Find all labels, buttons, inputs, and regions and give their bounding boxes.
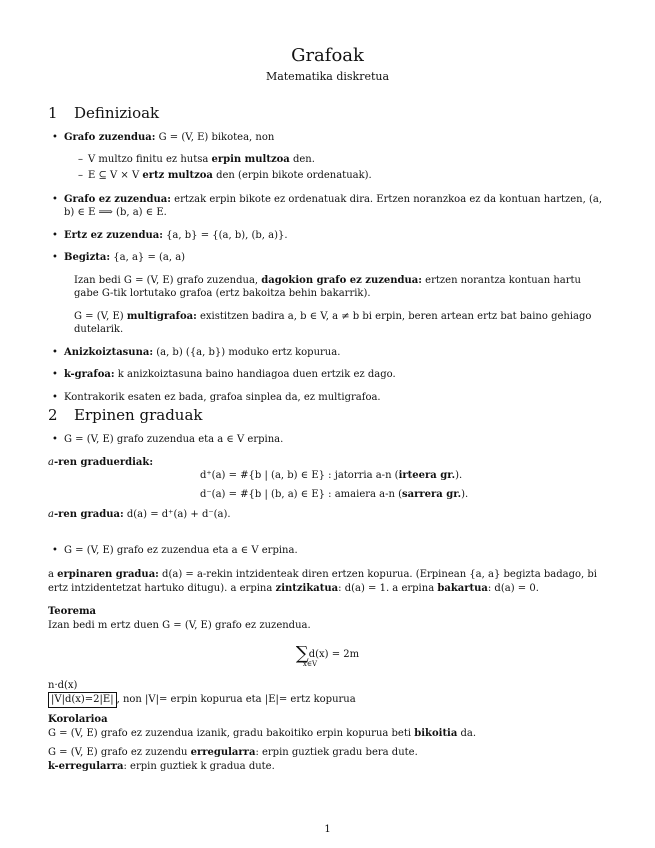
equation-text: ). <box>455 470 463 481</box>
subbullet-erpin-multzoa <box>48 153 608 167</box>
paragraph-text: : d(a) = 1. a erpina <box>338 582 438 594</box>
theorem-label: Teorema <box>48 606 97 617</box>
boxed-formula: |V|d(x)=2|E| <box>48 692 117 708</box>
bullet-text: k anizkoiztasuna baino handiagoa duen ertzik ez dago. <box>114 369 396 380</box>
bullet-label: Anizkoiztasuna: <box>64 346 154 358</box>
corollary-label: Korolarioa <box>48 714 108 725</box>
bullet-label: Grafo zuzendua: <box>64 132 156 143</box>
equation-text: ). <box>461 489 469 500</box>
k-regular-post: : erpin guztiek k gradua dute. <box>123 760 275 772</box>
bullet-anizkoiztasuna <box>48 346 608 360</box>
heading-var: a <box>48 457 54 468</box>
nd-note <box>48 679 608 693</box>
subbullet-ertz-multzoa <box>48 169 608 183</box>
bullet-text: (a, b) ({a, b}) moduko ertz kopurua. <box>153 346 341 358</box>
bullet-text: ertzak erpin bikote ez ordenatuak dira. Ertzen noranzkoa ez da kontuan hartzen, (a, b) ∈ E ⟹ (b, a) ∈ E. <box>64 193 603 218</box>
paragraph-text: Izan bedi G = (V, E) grafo zuzendua, <box>74 274 262 286</box>
corollary-pre: G = (V, E) grafo ez zuzendua izanik, gradu bakoitiko erpin kopurua beti <box>48 727 415 739</box>
equation-bold: irteera gr. <box>398 470 456 481</box>
page-title: Grafoak <box>291 45 364 66</box>
paragraph-bold: bakartua <box>437 582 488 594</box>
section-2-number: 2 <box>48 406 58 424</box>
paragraph-bold: zintzikatua <box>275 582 339 594</box>
section-2-body-a <box>48 433 608 447</box>
corollary-post: da. <box>457 727 477 739</box>
bullet-label: Ertz ez zuzendua: <box>64 229 163 241</box>
paragraph-text: d(a) = a-rekin intzidenteak diren ertzen kopurua. (Erpinean {a, a} begizta badago, bi ertz intzidentetzat hartuko ditugu). a erpina <box>48 569 597 594</box>
page-number: 1 <box>324 824 331 835</box>
bullet-text: Kontrakorik esaten ez bada, grafoa sinplea da, ez multigrafoa. <box>64 391 381 403</box>
bullet-label: Grafo ez zuzendua: <box>64 193 171 205</box>
bullet-label: k-grafoa: <box>64 369 115 380</box>
bullet-grafo-ez-zuzendua <box>48 193 608 220</box>
bullet-ertz-ez-zuzendua <box>48 229 608 243</box>
heading-var: a <box>48 509 54 520</box>
bullet-kontrakorik <box>48 391 608 405</box>
corollary-block <box>48 713 608 740</box>
sum-equation <box>0 640 655 668</box>
subbullet-bold: ertz multzoa <box>142 170 213 181</box>
section-2-body-b <box>48 544 608 558</box>
sum-subscript: x∈V <box>302 660 318 668</box>
bullet-text: G = (V, E) grafo zuzendua eta a ∈ V erpina. <box>64 434 284 445</box>
section-2-heading <box>48 405 203 425</box>
section-1-title: Definizioak <box>74 104 160 122</box>
paragraph-text: a <box>48 569 58 580</box>
page-subtitle: Matematika diskretua <box>265 70 390 83</box>
graduerdiak-heading <box>48 456 608 470</box>
sum-symbol: ∑ <box>295 643 309 664</box>
bullet-grafo-ez-zuzendua-erpina <box>48 544 608 558</box>
bullet-begizta <box>48 251 608 265</box>
heading-bold: -ren graduerdiak: <box>53 457 154 468</box>
corollary-text <box>48 727 608 741</box>
regular-line <box>48 746 608 760</box>
paragraph-multigrafoa <box>48 310 608 337</box>
theorem-text: Izan bedi m ertz duen G = (V, E) grafo ez zuzendua. <box>48 619 311 631</box>
paragraph-dagokion-grafoa <box>48 274 608 301</box>
equation-text: d⁻(a) = #{b | (b, a) ∈ E} : amaiera a-n ( <box>200 489 403 500</box>
subbullet-text: V multzo finitu ez hutsa <box>88 153 212 165</box>
bullet-label: Begizta: <box>64 252 111 263</box>
paragraph-text: ertzen norantza kontuan hartu gabe G-tik lortutako grafoa (ertz bakoitza behin bakarrik). <box>74 274 581 299</box>
regular-bold: erregularra <box>190 747 256 758</box>
equation-out-degree <box>200 469 500 483</box>
subbullet-bold: erpin multzoa <box>211 153 290 165</box>
bullet-grafo-zuzendua <box>48 131 608 145</box>
section-1-heading <box>48 103 159 123</box>
subbullet-text: den. <box>289 153 315 165</box>
equation-bold: sarrera gr. <box>402 489 462 500</box>
bullet-text: {a, a} = (a, a) <box>110 252 186 263</box>
bullet-text: G = (V, E) bikotea, non <box>155 132 275 143</box>
heading-bold: -ren gradua: <box>53 509 124 520</box>
section-1-body <box>48 131 608 404</box>
paragraph-text: existitzen badira a, b ∈ V, a ≠ b bi erpin, beren artean ertz bat baino gehiago dutelarik. <box>74 310 592 335</box>
equation-text: d⁺(a) = #{b | (a, b) ∈ E} : jatorria a-n ( <box>200 470 399 481</box>
section-1-number: 1 <box>48 104 58 122</box>
subbullet-text: den (erpin bikote ordenatuak). <box>212 170 372 181</box>
section-2-title: Erpinen graduak <box>74 406 203 424</box>
bullet-grafo-zuzendua-erpina <box>48 433 608 447</box>
boxed-formula-line <box>48 692 608 708</box>
subbullet-text: E ⊆ V × V <box>88 170 143 181</box>
paragraph-text: G = (V, E) <box>74 310 127 322</box>
heading-text: d(a) = d⁺(a) + d⁻(a). <box>123 509 231 520</box>
nd-text: n·d(x) <box>48 680 78 691</box>
paragraph-bold: dagokion grafo ez zuzendua: <box>261 274 422 286</box>
regular-pre: G = (V, E) grafo ez zuzendu <box>48 747 191 758</box>
sum-main: d(x) = 2m <box>308 649 360 660</box>
regular-post: : erpin guztiek gradu bera dute. <box>255 747 418 758</box>
paragraph-text: : d(a) = 0. <box>487 582 539 594</box>
paragraph-bold: erpinaren gradua: <box>57 569 159 580</box>
paragraph-bold: multigrafoa: <box>126 310 197 322</box>
bullet-k-grafoa <box>48 368 608 382</box>
gradua-heading <box>48 508 608 522</box>
paragraph-erpinaren-gradua <box>48 568 608 595</box>
bullet-text: G = (V, E) grafo ez zuzendua eta a ∈ V erpina. <box>64 545 298 556</box>
regular-block <box>48 746 608 773</box>
corollary-bold: bikoitia <box>414 727 458 739</box>
boxed-formula-note: , non |V|= erpin kopurua eta |E|= ertz kopurua <box>116 694 356 705</box>
k-regular-bold: k-erregularra <box>48 760 124 772</box>
theorem-block <box>48 605 608 632</box>
bullet-text: {a, b} = {(a, b), (b, a)}. <box>162 229 288 241</box>
equation-in-degree <box>200 488 500 502</box>
k-regular-line <box>48 760 608 774</box>
